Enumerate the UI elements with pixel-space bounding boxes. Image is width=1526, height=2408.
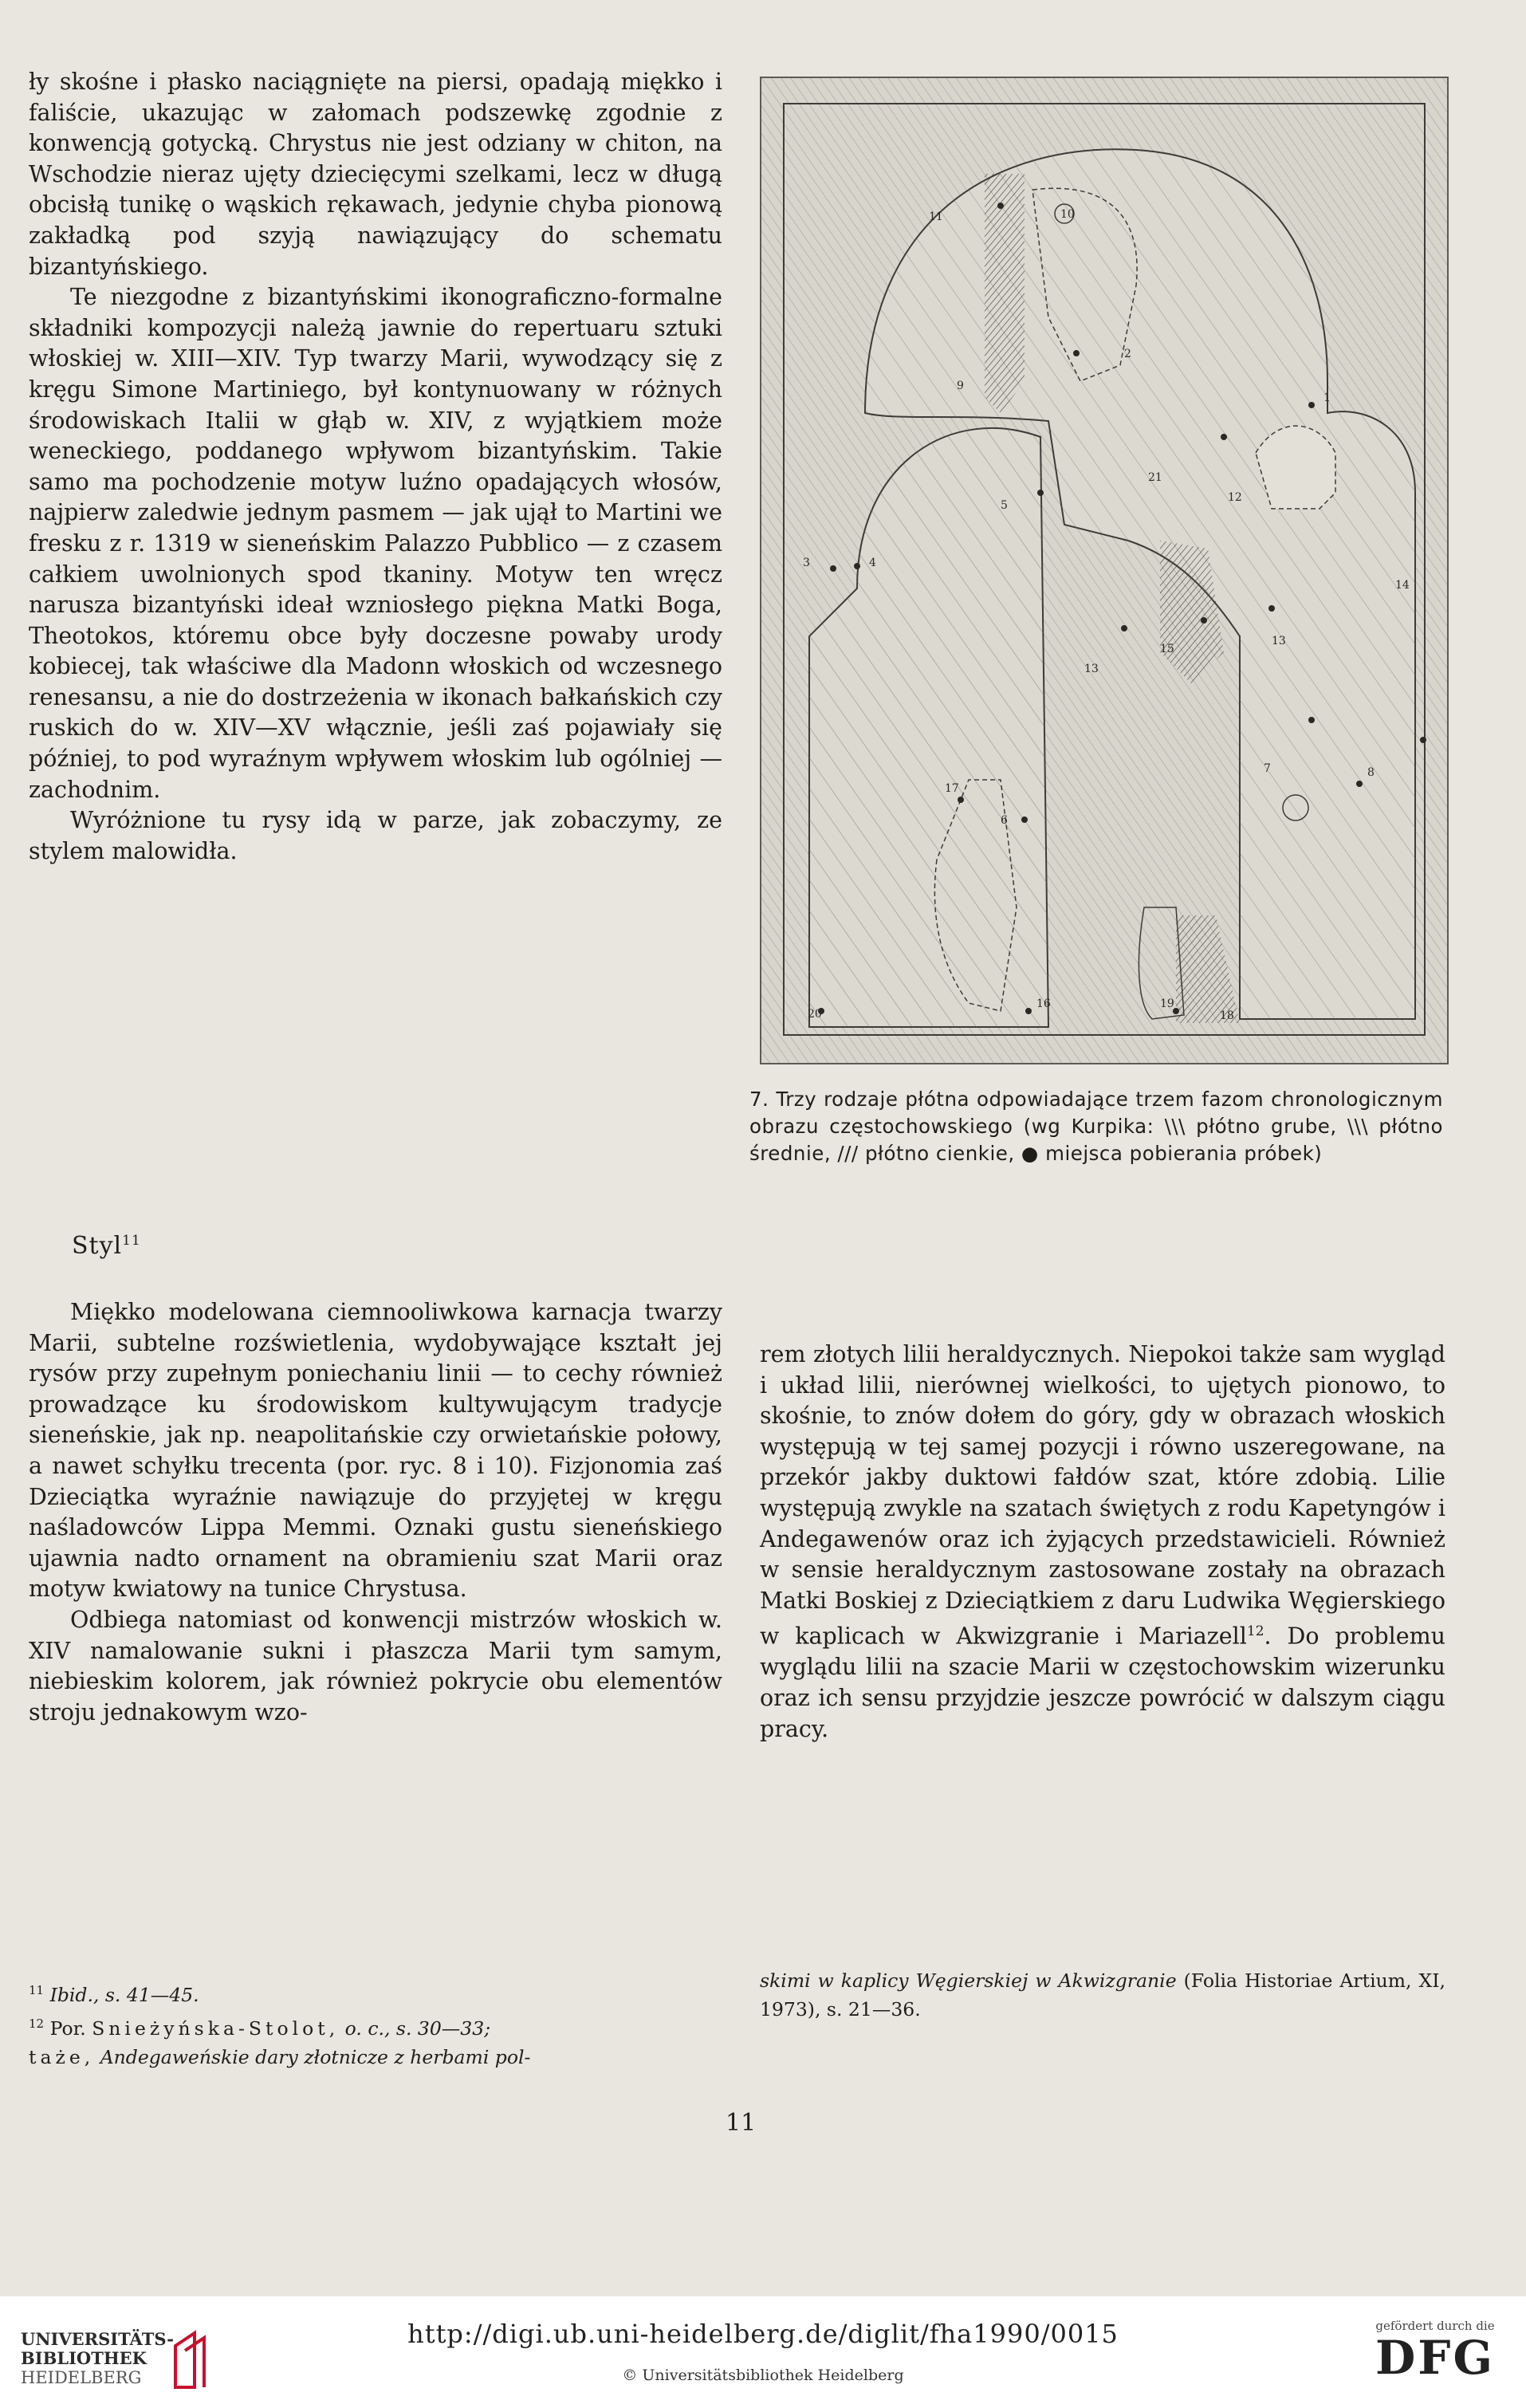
dfg-wordmark: DFG	[1375, 2331, 1495, 2385]
figure-label: 21	[1148, 471, 1162, 484]
caption-text: 7. Trzy rodzaje płótna odpowiadające trzem fazom chronologicznym obrazu częstochowskiego (wg Kurpika: \\\ płótno grube, \\\ płótno średnie, /// płótno cienkie,	[749, 1088, 1443, 1165]
copyright-text: © Universitätsbibliothek Heidelberg	[622, 2367, 904, 2384]
paragraph-text: rem złotych lilii heraldycznych. Niepokoi także sam wygląd i układ lilii, nierównej wielkości, to ujętych pionowo, to skośnie, to znów dołem do góry, gdy w obrazach włoskich występują w tej samej pozycji i równo uszeregowane, na przekór jakby duktowi fałdów szat, które zdobią. Lilie występują zwykle na szatach świętych z rodu Kapetyngów i Andegawenów oraz ich żyjących przedstawicieli. Również w sensie heraldycznym zastosowane zostały na obrazach Matki Boskiej z Dzieciątkiem z daru Ludwika Węgierskiego w kaplicach w Akwizgranie i Mariazell	[760, 1341, 1445, 1650]
library-name-line: BIBLIOTHEK	[21, 2348, 147, 2368]
footnote-12-cont	[29, 2043, 722, 2072]
library-name-line: HEIDELBERG	[21, 2368, 142, 2387]
footnote-title: Andegaweńskie dary złotnicze z herbami pol-	[100, 2045, 531, 2068]
figure-label: 2	[1124, 348, 1131, 360]
paragraph: Te niezgodne z bizantyńskimi ikonograficzno-formalne składniki kompozycji należą jawnie do repertuaru sztuki włoskiej w. XIII—XIV. Typ twarzy Marii, wywodzący się z kręgu Simone Martiniego, był kontynuowany w różnych środowiskach Italii w głąb w. XIV, z wyjątkiem może weneckiego, poddanego wpływom bizantyńskim. Takie samo ma pochodzenie motyw luźno opadających włosów, najpierw zaledwie jednym pasmem — jak ujął to Martini we fresku z r. 1319 w sieneńskim Palazzo Pubblico — z czasem całkiem uwolnionych spod tkaniny. Motyw ten wręcz narusza bizantyński ideał wzniosłego piękna Matki Boga, Theotokos, któremu obce były doczesne powaby urody kobiecej, tak właściwe dla Madonn włoskich od wczesnego renesansu, a nie do dostrzeżenia w ikonach bałkańskich czy ruskich do w. XIV—XV włącznie, jeśli zaś pojawiały się później, to pod wyraźnym wpływem włoskim lub ogólniej — zachodnim.	[29, 284, 722, 803]
footnote-12	[29, 2009, 722, 2043]
footnote-text: Ibid., s. 41—45.	[49, 1983, 199, 2006]
footnote-ref: 12	[1246, 1623, 1264, 1640]
left-column-top	[29, 67, 722, 867]
figure-caption	[749, 1086, 1443, 1167]
page-number: 11	[726, 2109, 757, 2137]
footnote-ref: 11	[122, 1233, 141, 1249]
figure-label: 13	[1084, 663, 1099, 675]
paragraph	[760, 1340, 1445, 1745]
figure-label: 5	[1001, 499, 1008, 512]
figure-label: 17	[945, 782, 959, 795]
figure-label: 3	[803, 557, 810, 569]
footnote-text: (Folia Historiae Artium, XI, 1973), s. 21—36.	[760, 1969, 1445, 2020]
paragraph: Miękko modelowana ciemnooliwkowa karnacja twarzy Marii, subtelne rozświetlenia, wydobywające kształt jej rysów przy zupełnym poniechaniu linii — to cechy również prowadzące ku środowiskom kultywującym tradycje sieneńskie, jak np. neapolitańskie czy orwietańskie połowy, a nawet schyłku trecenta (por. ryc. 8 i 10). Fizjonomia zaś Dzieciątka wyraźnie nawiązuje do przyjętej w kręgu naśladowców Lippa Memmi. Oznaki gustu sieneńskiego ujawnia nadto ornament na obramieniu szat Marii oraz motyw kwiatowy na tunice Chrystusa.	[29, 1299, 722, 1603]
caption-text-end: miejsca pobierania próbek)	[1045, 1142, 1323, 1165]
footnote-author: Snieżyńska-Stolot,	[92, 2017, 340, 2040]
canvas-map-drawing	[761, 78, 1447, 1063]
figure-label: 18	[1220, 1009, 1234, 1022]
figure-label: 15	[1160, 643, 1174, 655]
figure-label: 10	[1060, 208, 1075, 221]
paragraph: Wyróżnione tu rysy idą w parze, jak zobaczymy, ze stylem malowidła.	[29, 807, 722, 864]
figure-label: 16	[1036, 997, 1051, 1010]
funded-by-text: gefördert durch die	[1375, 2319, 1495, 2333]
footnotes-left	[29, 1976, 722, 2072]
heading-text: Styl	[72, 1232, 123, 1260]
sample-dot-icon: ●	[1021, 1142, 1039, 1165]
figure-label: 1	[1323, 391, 1331, 404]
left-column-bottom	[29, 1297, 722, 1728]
figure-label: 6	[1001, 814, 1008, 827]
figure-label: 4	[869, 557, 876, 569]
footnote-11	[29, 1976, 722, 2009]
footnote-number: 11	[29, 1983, 45, 1997]
permalink-url[interactable]: http://digi.ub.uni-heidelberg.de/diglit/fha1990/0015	[407, 2319, 1119, 2349]
figure-label: 20	[808, 1008, 822, 1021]
paragraph-text-tail: . Do problemu wyglądu lilii na szacie Marii w częstochowskim wizerunku oraz ich sensu przyjdzie jeszcze powrócić w dalszym ciągu pracy.	[760, 1623, 1445, 1742]
figure-canvas-diagram	[760, 77, 1449, 1064]
footnote-text: Por.	[49, 2017, 86, 2040]
paragraph: ły skośne i płasko naciągnięte na piersi, opadają miękko i faliście, ukazując w załomach podszewkę zgodnie z konwencją gotycką. Chrystus nie jest odziany w chiton, na Wschodzie nieraz ujęty dziecięcymi szelkami, lecz w długą obcisłą tunikę o wąskich rękawach, jedynie chyba pionową zakładką pod szyją nawiązujący do schematu bizantyńskiego.	[29, 69, 722, 280]
figure-label: 8	[1367, 766, 1375, 779]
dfg-logo[interactable]	[1367, 2319, 1503, 2385]
paragraph: Odbiega natomiast od konwencji mistrzów włoskich w. XIV namalowanie sukni i płaszcza Marii tym samym, niebieskim kolorem, jak również pokrycie obu elementów stroju jednakowym wzo-	[29, 1606, 722, 1725]
footnote-number: 12	[29, 2016, 45, 2031]
figure-label: 14	[1395, 579, 1410, 592]
figure-label: 13	[1272, 635, 1286, 647]
footnote-text: o. c., s. 30—33;	[344, 2017, 491, 2040]
figure-label: 12	[1228, 491, 1242, 504]
library-name-line: UNIVERSITÄTS-	[21, 2329, 174, 2349]
section-heading	[72, 1232, 141, 1260]
footnote-author: taże,	[29, 2045, 95, 2068]
footnote-title: skimi w kaplicy Węgierskiej w Akwizgranie	[760, 1969, 1177, 1992]
right-column-bottom	[760, 1340, 1445, 1745]
footnotes-right	[760, 1966, 1445, 2024]
figure-label: 7	[1264, 762, 1271, 775]
figure-label: 9	[957, 380, 964, 392]
figure-label: 11	[929, 211, 943, 223]
figure-label: 19	[1160, 997, 1174, 1010]
